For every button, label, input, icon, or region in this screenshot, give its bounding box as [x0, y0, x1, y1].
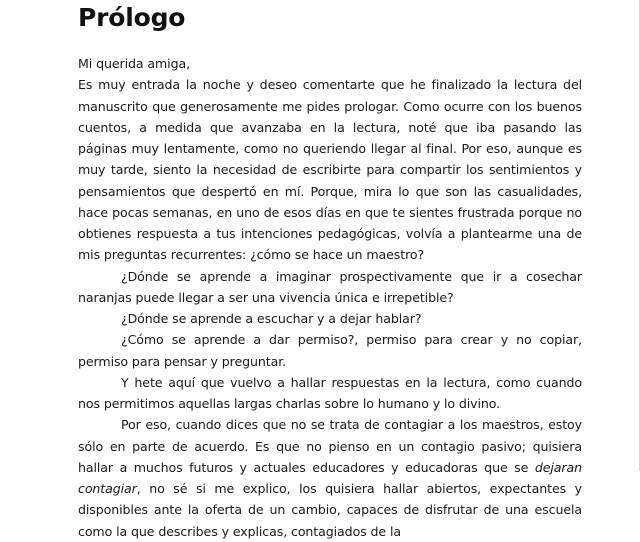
paragraph-4: ¿Cómo se aprende a dar permiso?, permiso para crear y no copiar, permiso para pensar y preguntar.	[78, 332, 582, 369]
paragraph-6-text-after: , no sé si me explico, los quisiera hallar abiertos, expectantes y disponibles ante la oferta de un cambio, capaces de disfrutar de una escuela como la que describes y explicas, contagiados de la	[78, 481, 582, 539]
paragraph-1: Es muy entrada la noche y deseo comentarte que he finalizado la lectura del manuscrito que generosamente me pides prologar. Como ocurre con los buenos cuentos, a medida que avanzaba en la lectura, noté que iba pasando las páginas muy lentamente, como no queriendo llegar al final. Por eso, aunque es muy tarde, siento la necesidad de escribirte para compartir los sentimientos y pensamientos que despertó en mí. Porque, mira lo que son las casualidades, hace pocas semanas, en uno de esos días en que te sientes frustrada porque no obtienes respuesta a tus intenciones pedagógicas, volvía a plantearme una de mis preguntas recurrentes: ¿cómo se hace un maestro?	[78, 77, 582, 263]
salutation: Mi querida amiga,	[78, 56, 190, 71]
paragraph-6-italic-phrase: dejaran contagiar	[78, 459, 582, 496]
prologue-body	[78, 53, 582, 542]
paragraph-6	[78, 414, 582, 542]
paragraph-2: ¿Dónde se aprende a imaginar prospectivamente que ir a cosechar naranjas puede llegar a ser una vivencia única e irrepetible?	[78, 268, 582, 305]
paragraph-6-text-before: Por eso, cuando dices que no se trata de contagiar a los maestros, estoy sólo en parte de acuerdo. Es que no pienso en un contagio pasivo; quisiera hallar a muchos futuros y actuales educadores y educadoras que se	[78, 417, 582, 475]
page-title: Prólogo	[78, 3, 186, 32]
paragraph-3: ¿Dónde se aprende a escuchar y a dejar hablar?	[121, 311, 422, 326]
paragraph-5: Y hete aquí que vuelvo a hallar respuestas en la lectura, como cuando nos permitimos aquellas largas charlas sobre lo humano y lo divino.	[78, 374, 582, 411]
